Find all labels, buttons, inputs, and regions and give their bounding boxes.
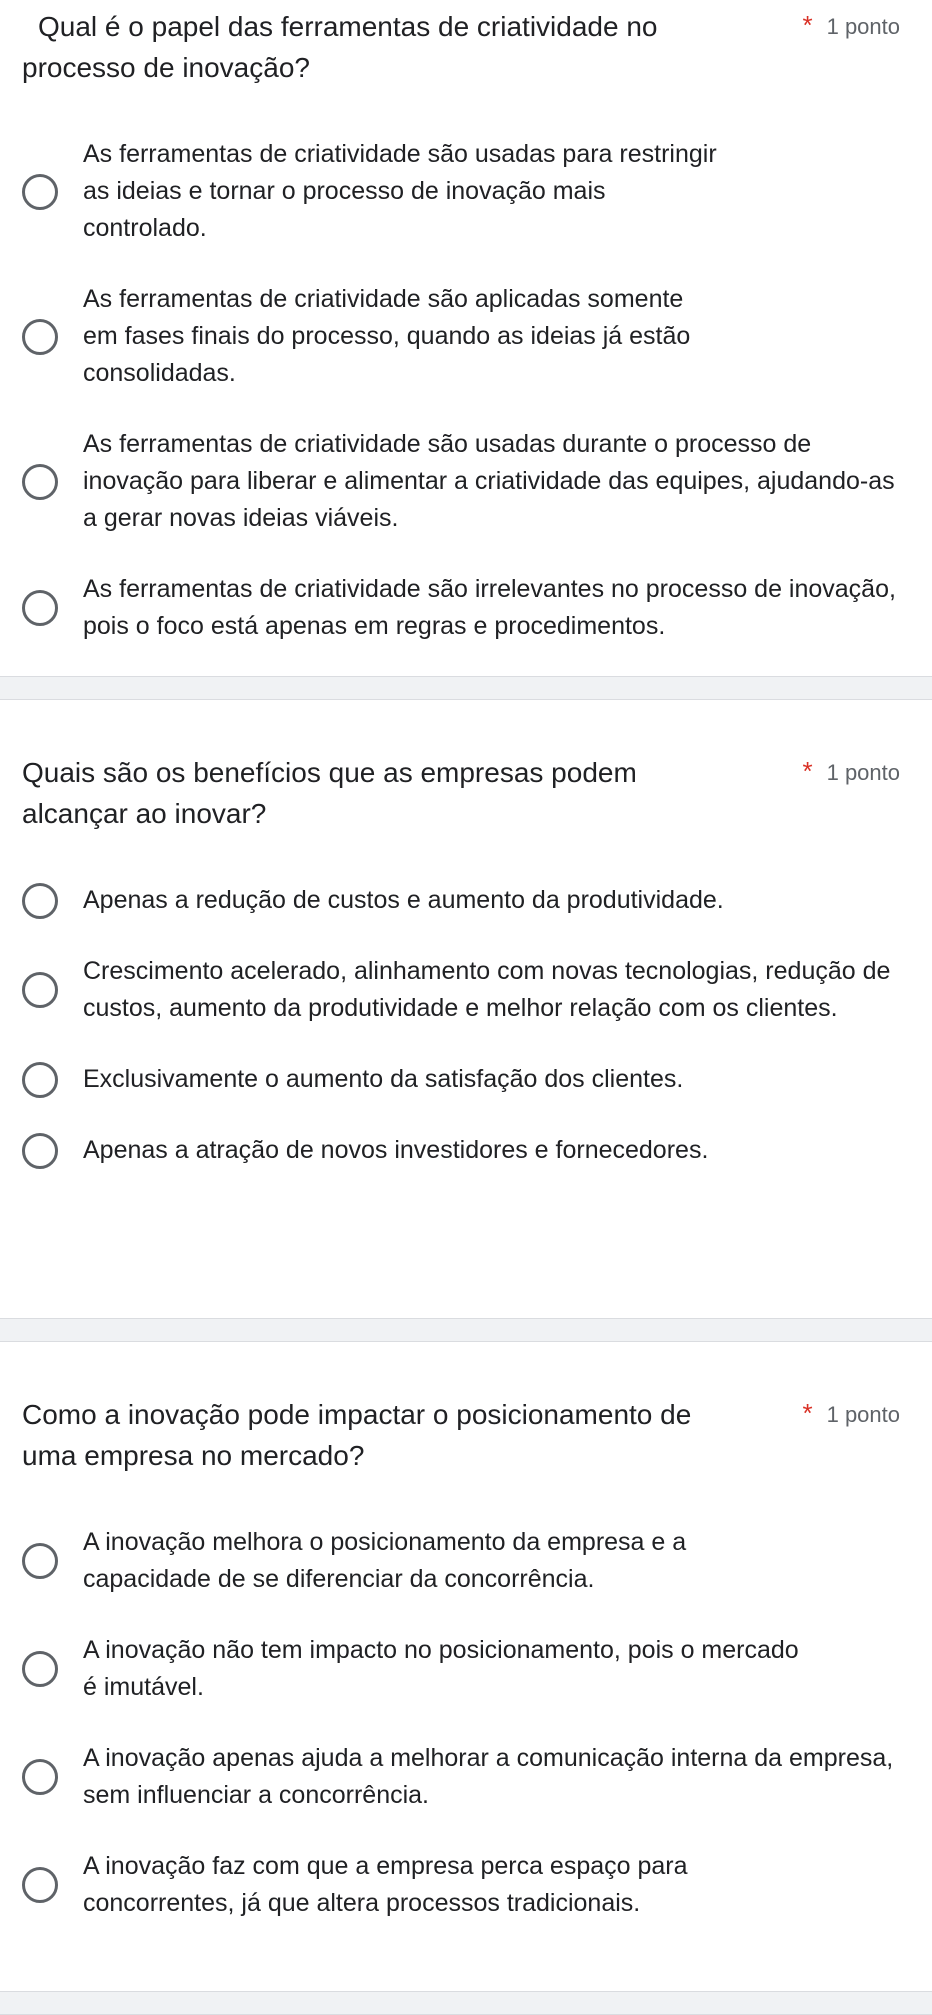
required-asterisk-icon: * xyxy=(802,756,813,786)
question-header xyxy=(22,1394,910,1476)
option-label: As ferramentas de criatividade são usadas durante o processo de inovação para liberar e alimentar a criatividade das equipes, ajudando-as a gerar novas ideias viáveis. xyxy=(83,430,895,532)
question-title: Como a inovação pode impactar o posicionamento de uma empresa no mercado? xyxy=(22,1399,692,1471)
radio-option-4[interactable] xyxy=(22,1132,910,1169)
radio-unchecked-icon[interactable] xyxy=(22,1651,58,1687)
radio-unchecked-icon[interactable] xyxy=(22,174,58,210)
question-header xyxy=(22,752,910,834)
radio-option-3[interactable] xyxy=(22,1061,910,1098)
question-title: Qual é o papel das ferramentas de criatividade no processo de inovação? xyxy=(22,11,658,83)
section-divider xyxy=(0,1991,932,2015)
radio-option-2[interactable] xyxy=(22,953,910,1027)
radio-option-3[interactable] xyxy=(22,1740,910,1814)
section-divider xyxy=(0,676,932,700)
radio-unchecked-icon[interactable] xyxy=(22,464,58,500)
option-label: Exclusivamente o aumento da satisfação dos clientes. xyxy=(83,1065,684,1093)
option-label: Apenas a redução de custos e aumento da produtividade. xyxy=(83,886,724,914)
radio-unchecked-icon[interactable] xyxy=(22,319,58,355)
required-asterisk-icon: * xyxy=(802,10,813,40)
question-points xyxy=(802,10,900,41)
radio-option-2[interactable] xyxy=(22,1632,910,1706)
radio-option-1[interactable] xyxy=(22,136,910,247)
option-list xyxy=(22,1524,910,1922)
radio-unchecked-icon[interactable] xyxy=(22,1759,58,1795)
radio-option-2[interactable] xyxy=(22,281,910,392)
radio-unchecked-icon[interactable] xyxy=(22,883,58,919)
radio-unchecked-icon[interactable] xyxy=(22,1867,58,1903)
question-card-1 xyxy=(0,0,932,676)
radio-option-1[interactable] xyxy=(22,1524,910,1598)
radio-option-3[interactable] xyxy=(22,426,910,537)
radio-option-1[interactable] xyxy=(22,882,910,919)
option-label: As ferramentas de criatividade são usadas para restringir as ideias e tornar o processo de inovação mais controlado. xyxy=(83,140,717,242)
question-card-3 xyxy=(0,1342,932,1991)
radio-unchecked-icon[interactable] xyxy=(22,972,58,1008)
section-divider xyxy=(0,1318,932,1342)
option-label: A inovação não tem impacto no posicionamento, pois o mercado é imutável. xyxy=(83,1636,799,1701)
option-list xyxy=(22,882,910,1169)
option-label: Crescimento acelerado, alinhamento com novas tecnologias, redução de custos, aumento da produtividade e melhor relação com os clientes. xyxy=(83,957,891,1022)
question-header xyxy=(22,6,910,88)
radio-unchecked-icon[interactable] xyxy=(22,590,58,626)
points-label: 1 ponto xyxy=(826,760,900,785)
option-label: As ferramentas de criatividade são aplicadas somente em fases finais do processo, quando as ideias já estão consolidadas. xyxy=(83,285,691,387)
radio-unchecked-icon[interactable] xyxy=(22,1133,58,1169)
question-title: Quais são os benefícios que as empresas podem alcançar ao inovar? xyxy=(22,757,637,829)
question-card-2 xyxy=(0,700,932,1318)
question-points xyxy=(802,756,900,787)
option-label: Apenas a atração de novos investidores e fornecedores. xyxy=(83,1136,709,1164)
option-label: As ferramentas de criatividade são irrelevantes no processo de inovação, pois o foco está apenas em regras e procedimentos. xyxy=(83,575,896,640)
option-label: A inovação apenas ajuda a melhorar a comunicação interna da empresa, sem influenciar a concorrência. xyxy=(83,1744,894,1809)
required-asterisk-icon: * xyxy=(802,1398,813,1428)
radio-option-4[interactable] xyxy=(22,1848,910,1922)
option-label: A inovação faz com que a empresa perca espaço para concorrentes, já que altera processos tradicionais. xyxy=(83,1852,688,1917)
option-label: A inovação melhora o posicionamento da empresa e a capacidade de se diferenciar da concorrência. xyxy=(83,1528,687,1593)
points-label: 1 ponto xyxy=(826,1402,900,1427)
radio-unchecked-icon[interactable] xyxy=(22,1062,58,1098)
points-label: 1 ponto xyxy=(826,14,900,39)
radio-unchecked-icon[interactable] xyxy=(22,1543,58,1579)
question-points xyxy=(802,1398,900,1429)
option-list xyxy=(22,136,910,645)
radio-option-4[interactable] xyxy=(22,571,910,645)
